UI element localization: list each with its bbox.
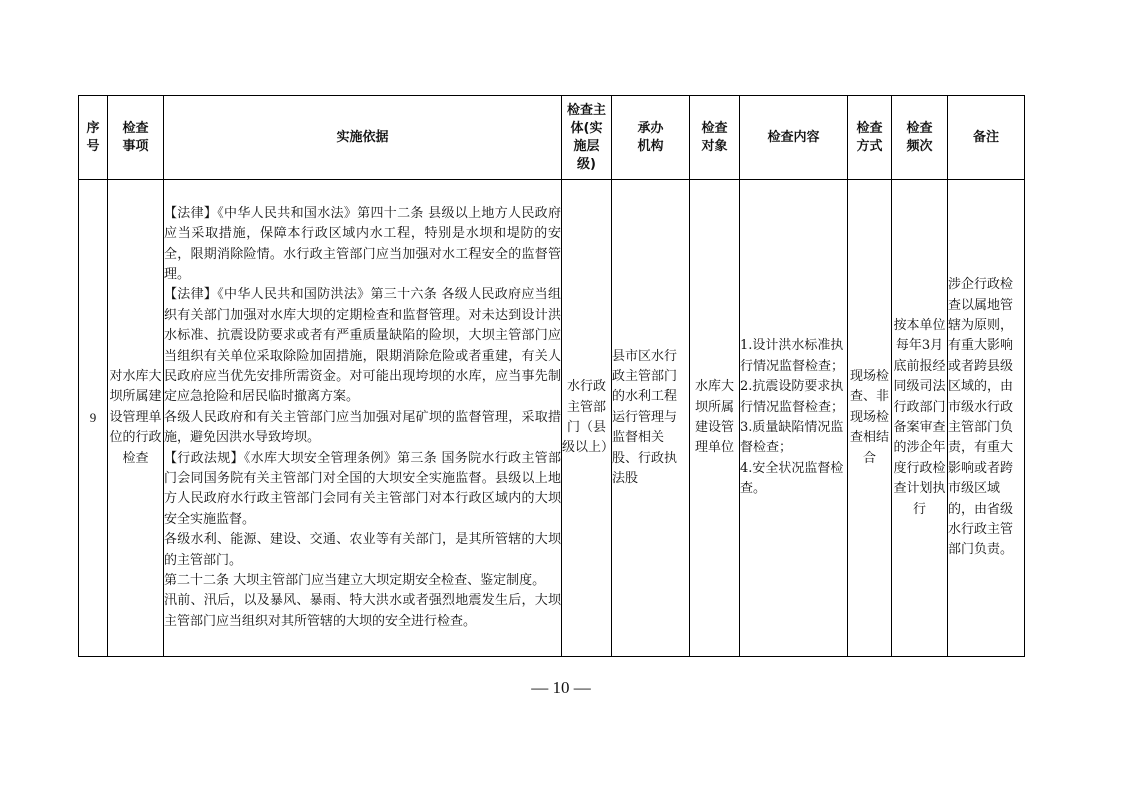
header-frequency: 检查频次 <box>892 96 948 180</box>
cell-content <box>740 180 848 657</box>
header-basis: 实施依据 <box>164 96 562 180</box>
cell-org: 县市区水行政主管部门的水利工程运行管理与监督相关股、行政执法股 <box>612 180 690 657</box>
basis-paragraph: 各级人民政府和有关主管部门应当加强对尾矿坝的监督管理，采取措施，避免因洪水导致垮坝。 <box>164 409 561 446</box>
cell-subject: 水行政主管部门（县级以上） <box>562 180 612 657</box>
header-content: 检查内容 <box>740 96 848 180</box>
content-item: 4.安全状况监督检查。 <box>740 460 844 497</box>
cell-object: 水库大坝所属建设管理单位 <box>690 180 740 657</box>
cell-remark: 涉企行政检查以属地管辖为原则，有重大影响或者跨县级区域的，由市级水行政主管部门负责，有重大影响或者跨市级区域的，由省级水行政主管部门负责。 <box>948 180 1025 657</box>
basis-paragraph: 【法律】《中华人民共和国防洪法》第三十六条 各级人民政府应当组织有关部门加强对水库大坝的定期检查和监督管理。对未达到设计洪水标准、抗震设防要求或者有严重质量缺陷的险坝，大坝主管部门应当组织有关单位采取除险加固措施，限期消除危险或者重建，有关人民政府应当优先安排所需资金。对可能出现垮坝的水库，应当事先制定应急抢险和居民临时撤离方案。 <box>164 287 561 405</box>
content-item: 1.设计洪水标准执行情况监督检查； <box>740 338 845 374</box>
table-row <box>79 180 1025 657</box>
header-row <box>79 96 1025 180</box>
basis-paragraph: 【法律】《中华人民共和国水法》第四十二条 县级以上地方人民政府应当采取措施，保障本行政区域内水工程，特别是水坝和堤防的安全，限期消除险情。水行政主管部门应当加强对水工程安全的监督管理。 <box>164 205 561 282</box>
basis-paragraph: 第二十二条 大坝主管部门应当建立大坝定期安全检查、鉴定制度。 <box>164 573 546 589</box>
basis-paragraph: 【行政法规】《水库大坝安全管理条例》第三条 国务院水行政主管部门会同国务院有关主管部门对全国的大坝安全实施监督。县级以上地方人民政府水行政主管部门会同有关主管部门对本行政区域内的大坝安全实施监督。 <box>164 450 561 527</box>
header-subject: 检查主体(实施层级) <box>562 96 612 180</box>
header-object: 检查对象 <box>690 96 740 180</box>
header-item: 检查事项 <box>108 96 164 180</box>
cell-frequency: 按本单位每年3月底前报经同级司法行政部门备案审查的涉企年度行政检查计划执行 <box>892 180 948 657</box>
cell-method: 现场检查、非现场检查相结合 <box>848 180 892 657</box>
inspection-table <box>78 95 1025 657</box>
cell-basis <box>164 180 562 657</box>
content-item: 2.抗震设防要求执行情况监督检查； <box>740 379 845 415</box>
header-method: 检查方式 <box>848 96 892 180</box>
header-remark: 备注 <box>948 96 1025 180</box>
page-number: — 10 — <box>531 678 591 697</box>
basis-paragraph: 各级水利、能源、建设、交通、农业等有关部门，是其所管辖的大坝的主管部门。 <box>164 532 561 568</box>
header-org: 承办机构 <box>612 96 690 180</box>
cell-item: 对水库大坝所属建设管理单位的行政检查 <box>108 180 164 657</box>
basis-paragraph: 汛前、汛后，以及暴风、暴雨、特大洪水或者强烈地震发生后，大坝主管部门应当组织对其所管辖的大坝的安全进行检查。 <box>164 593 561 629</box>
content-item: 3.质量缺陷情况监督检查； <box>740 420 844 456</box>
header-seq: 序号 <box>79 96 108 180</box>
cell-seq: 9 <box>79 180 108 657</box>
